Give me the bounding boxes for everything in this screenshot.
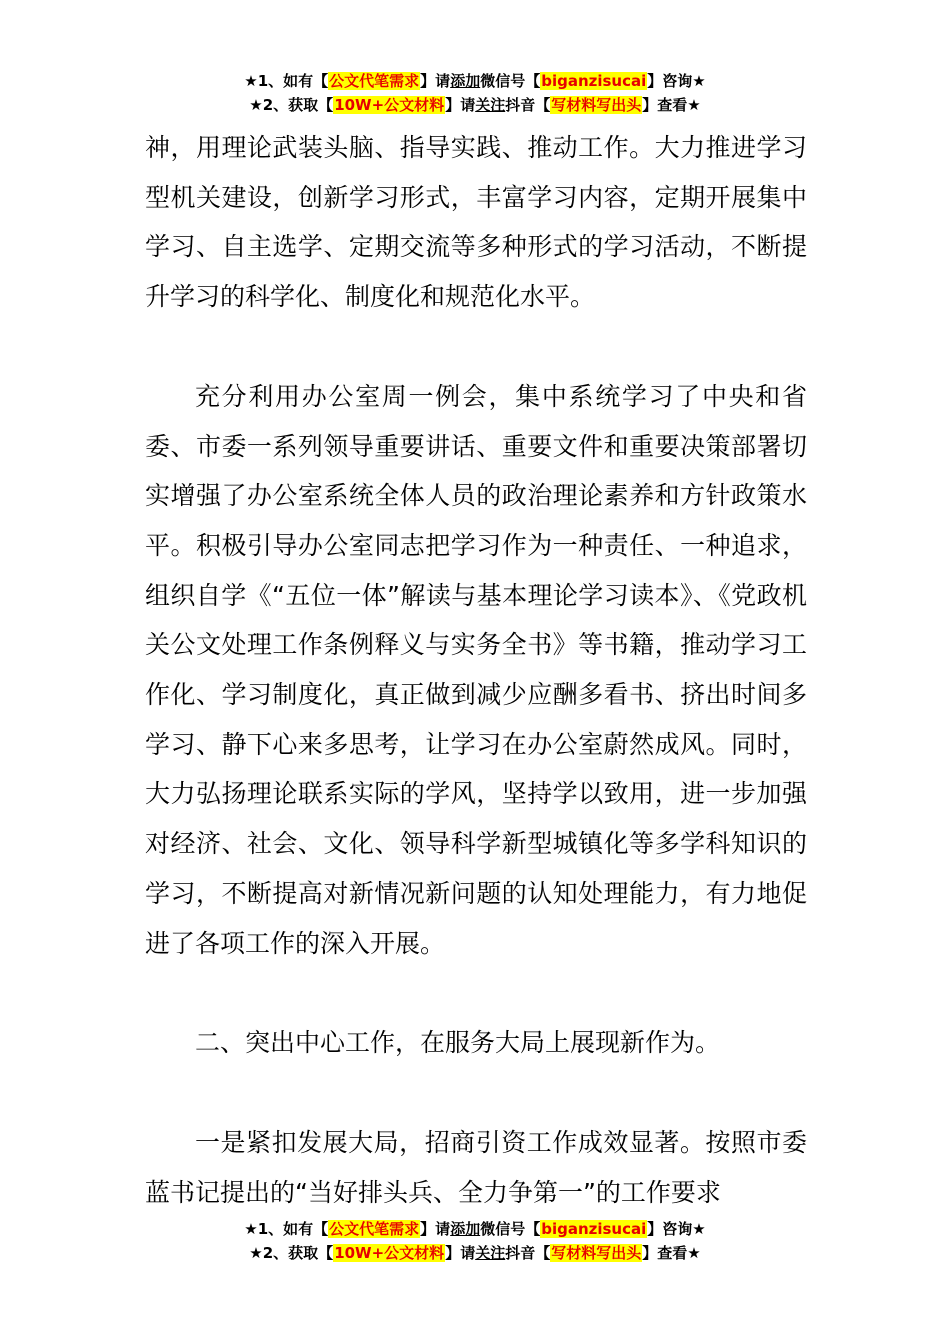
banner-text: 】咨询★ [647, 1220, 706, 1238]
paragraph-1: 神，用理论武装头脑、指导实践、推动工作。大力推进学习型机关建设，创新学习形式，丰富学习内容，定期开展集中学习、自主选学、定期交流等多种形式的学习活动，不断提升学习的科学化、制度化和规范化水平。 [145, 133, 807, 312]
banner-text: 抖音【 [505, 96, 551, 114]
banner-text: 】咨询★ [647, 72, 706, 90]
underlined-text: 添加 [450, 1220, 481, 1238]
wechat-id: biganzisucai [541, 1220, 647, 1238]
banner-text: 】查看★ [642, 1244, 701, 1262]
paragraph-3: 一是紧扣发展大局，招商引资工作成效显著。按照市委蓝书记提出的“当好排头兵、全力争第一”的工作要求 [145, 1127, 807, 1207]
underlined-text: 关注 [475, 1244, 506, 1262]
highlight-text: 10W+公文材料 [334, 96, 445, 114]
banner-text: 微信号【 [480, 72, 541, 90]
paragraph-2: 充分利用办公室周一例会，集中系统学习了中央和省委、市委一系列领导重要讲话、重要文件和重要决策部署切实增强了办公室系统全体人员的政治理论素养和方针政策水平。积极引导办公室同志把学习作为一种责任、一种追求，组织自学《“五位一体”解读与基本理论学习读本》、《党政机关公文处理工作条例释义与实务全书》等书籍，推动学习工作化、学习制度化，真正做到减少应酬多看书、挤出时间多学习、静下心来多思考，让学习在办公室蔚然成风。同时，大力弘扬理论联系实际的学风，坚持学以致用，进一步加强对经济、社会、文化、领导科学新型城镇化等多学科知识的学习，不断提高对新情况新问题的认知处理能力，有力地促进了各项工作的深入开展。 [145, 381, 807, 958]
banner-line-1 [0, 69, 950, 93]
highlight-text: 公文代笔需求 [329, 72, 420, 90]
banner-line-2 [0, 93, 950, 117]
document-body [145, 123, 807, 1217]
paragraph-gap [145, 322, 807, 372]
banner-text: ★1、如有【 [244, 1220, 329, 1238]
paragraph-gap [145, 1068, 807, 1118]
banner-text: ★1、如有【 [244, 72, 329, 90]
banner-line-2 [0, 1241, 950, 1265]
banner-text: ★2、获取【 [249, 96, 334, 114]
highlight-text: 公文代笔需求 [329, 1220, 420, 1238]
banner-text: ★2、获取【 [249, 1244, 334, 1262]
underlined-text: 关注 [475, 96, 506, 114]
banner-text: 】请 [420, 72, 451, 90]
paragraph-gap [145, 968, 807, 1018]
footer-banner [0, 1217, 950, 1265]
banner-text: 】请 [420, 1220, 451, 1238]
banner-text: 微信号【 [480, 1220, 541, 1238]
underlined-text: 添加 [450, 72, 481, 90]
banner-text: 抖音【 [505, 1244, 551, 1262]
section-heading: 二、突出中心工作，在服务大局上展现新作为。 [195, 1028, 721, 1058]
banner-text: 】请 [445, 96, 476, 114]
douyin-account: 写材料写出头 [551, 1244, 642, 1262]
douyin-account: 写材料写出头 [551, 96, 642, 114]
wechat-id: biganzisucai [541, 72, 647, 90]
banner-text: 】请 [445, 1244, 476, 1262]
banner-line-1 [0, 1217, 950, 1241]
banner-text: 】查看★ [642, 96, 701, 114]
header-banner [0, 69, 950, 117]
highlight-text: 10W+公文材料 [334, 1244, 445, 1262]
